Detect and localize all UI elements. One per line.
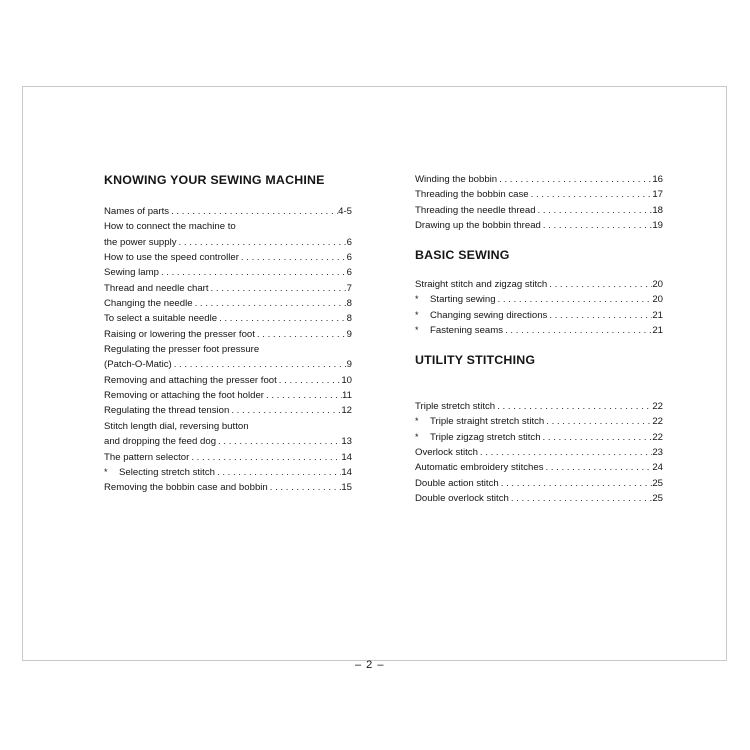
toc-entry [104, 265, 352, 280]
toc-entry-page: 11 [342, 390, 352, 402]
toc-entry [104, 327, 352, 342]
dot-leader [229, 403, 341, 418]
toc-entry [104, 403, 352, 418]
toc-entry-label [104, 465, 215, 480]
toc-entry-text: Regulating the thread tension [104, 405, 230, 417]
toc-entry-text: Thread and needle chart [104, 282, 209, 294]
toc-entry-page: 13 [341, 436, 352, 448]
dot-leader [547, 277, 652, 292]
toc-entry-label [415, 460, 544, 475]
toc-entry [415, 476, 663, 491]
toc-entry-page: 21 [652, 309, 663, 321]
toc-entry-label [104, 388, 264, 403]
toc-entry [415, 308, 663, 323]
dot-leader [215, 465, 341, 480]
toc-entry-label [104, 419, 249, 434]
dot-leader [169, 204, 338, 219]
dot-leader [547, 308, 652, 323]
toc-entry-page: 6 [346, 236, 352, 248]
toc-entry-label [104, 235, 177, 250]
toc-entry-page: 20 [652, 279, 663, 290]
toc-entry [104, 465, 352, 480]
dot-leader [499, 476, 653, 491]
dot-leader [209, 281, 347, 296]
dot-leader [495, 399, 652, 414]
dot-leader [177, 235, 347, 250]
toc-entry-text: Overlock stitch [415, 447, 478, 459]
toc-entry-label [415, 476, 499, 491]
toc-entry [415, 445, 663, 460]
dot-leader [509, 491, 652, 506]
toc-entry [415, 292, 663, 307]
toc-entry [104, 342, 352, 357]
bullet-icon: * [104, 466, 108, 477]
toc-entry [415, 277, 663, 292]
toc-entry-label [415, 292, 496, 307]
dot-leader [496, 292, 653, 307]
toc-entry-text: Stitch length dial, reversing button [104, 420, 249, 432]
toc-entry-text: Straight stitch and zigzag stitch [415, 279, 548, 290]
toc-entry-text: Triple straight stretch stitch [430, 416, 545, 428]
dot-leader [544, 460, 653, 475]
toc-entry [104, 373, 352, 388]
toc-entry-text: Raising or lowering the presser foot [104, 328, 255, 340]
toc-entry-label [415, 218, 541, 233]
dot-leader [277, 373, 342, 388]
toc-entry-text: Changing the needle [104, 298, 193, 310]
toc-entry-page: 22 [652, 401, 663, 412]
toc-list-knowing-your-machine [104, 204, 352, 496]
toc-entry-text: Regulating the presser foot pressure [104, 344, 260, 356]
toc-entry [104, 250, 352, 265]
toc-list-utility-stitching [415, 399, 663, 506]
toc-entry-label [104, 250, 239, 265]
toc-entry-page: 8 [346, 313, 352, 325]
dot-leader [189, 450, 341, 465]
toc-entry [104, 204, 352, 219]
toc-entry [415, 414, 663, 429]
toc-entry-label [104, 373, 277, 388]
toc-entry-page: 25 [652, 477, 663, 489]
toc-entry-text: Starting sewing [430, 294, 496, 306]
toc-entry-text: To select a suitable needle [104, 313, 218, 325]
dot-leader [541, 430, 653, 445]
toc-entry-text: Triple zigzag stretch stitch [430, 431, 541, 443]
manual-page [22, 86, 727, 671]
toc-entry-page: 24 [652, 462, 663, 474]
toc-entry [104, 388, 352, 403]
section-heading-knowing-your-sewing-machine: KNOWING YOUR SEWING MACHINE [104, 173, 325, 187]
toc-entry-page: 16 [652, 174, 663, 185]
toc-entry-text: Removing or attaching the foot holder [104, 390, 264, 402]
toc-list-bobbin-threading [415, 172, 663, 233]
toc-entry-page: 9 [346, 328, 352, 340]
toc-entry-label [415, 491, 509, 506]
dot-leader [217, 311, 347, 326]
toc-entry-page: 21 [652, 325, 663, 337]
toc-entry-label [104, 434, 216, 449]
toc-entry-text: Drawing up the bobbin thread [415, 220, 541, 232]
toc-entry-text: Double action stitch [415, 477, 499, 489]
toc-entry-text: Removing the bobbin case and bobbin [104, 482, 268, 494]
dot-leader [216, 434, 341, 449]
toc-entry-text: Sewing lamp [104, 267, 159, 279]
toc-entry-page: 8 [346, 298, 352, 310]
toc-entry-page: 12 [341, 405, 352, 417]
toc-entry-label [104, 296, 193, 311]
toc-entry-page: 23 [652, 447, 663, 459]
dot-leader [255, 327, 347, 342]
toc-entry [104, 311, 352, 326]
toc-entry [415, 430, 663, 445]
toc-list-basic-sewing [415, 277, 663, 338]
toc-entry-label [104, 327, 255, 342]
section-heading-utility-stitching: UTILITY STITCHING [415, 353, 536, 367]
toc-entry-page: 19 [652, 220, 663, 232]
toc-entry-label [415, 187, 529, 202]
toc-entry-page: 20 [652, 294, 663, 306]
bullet-icon: * [415, 431, 419, 442]
dot-leader [264, 388, 342, 403]
toc-entry [104, 296, 352, 311]
dot-leader [544, 414, 652, 429]
toc-entry-text: and dropping the feed dog [104, 436, 217, 448]
dot-leader [529, 187, 653, 202]
toc-entry-text: The pattern selector [104, 451, 190, 463]
toc-entry-label [415, 203, 536, 218]
toc-entry-page: 22 [652, 416, 663, 428]
toc-entry-text: Changing sewing directions [430, 309, 548, 321]
toc-entry-label [104, 480, 268, 495]
toc-entry [415, 187, 663, 202]
toc-entry-page: 18 [652, 204, 663, 216]
dot-leader [503, 323, 652, 338]
toc-entry-text: Removing and attaching the presser foot [104, 374, 277, 386]
toc-entry-text: Threading the needle thread [415, 204, 536, 216]
toc-entry [415, 172, 663, 187]
toc-entry-text: How to use the speed controller [104, 252, 239, 264]
toc-entry-page: 15 [341, 482, 352, 494]
toc-entry-label [415, 445, 478, 460]
bullet-icon: * [415, 416, 419, 427]
dot-leader [172, 357, 347, 372]
toc-entry-text: Triple stretch stitch [415, 401, 496, 412]
toc-entry-text: Threading the bobbin case [415, 189, 529, 201]
toc-entry-page: 25 [652, 493, 663, 505]
toc-entry-page: 7 [346, 282, 352, 294]
toc-entry-label [104, 342, 259, 357]
toc-entry-text: Selecting stretch stitch [119, 466, 215, 478]
toc-entry-label [415, 172, 497, 187]
toc-entry-page: 10 [341, 374, 352, 386]
toc-entry [104, 219, 352, 234]
toc-entry-label [415, 414, 544, 429]
dot-leader [268, 480, 342, 495]
toc-entry-page: 6 [346, 267, 352, 279]
toc-entry-label [415, 430, 541, 445]
toc-entry-page: 9 [346, 359, 352, 371]
toc-entry [415, 399, 663, 414]
toc-entry-page: 4-5 [338, 206, 352, 217]
dot-leader [497, 172, 652, 187]
toc-entry [104, 450, 352, 465]
toc-entry-label [104, 265, 159, 280]
toc-entry-label [415, 399, 495, 414]
toc-entry [104, 480, 352, 495]
toc-entry [415, 203, 663, 218]
toc-entry-text: the power supply [104, 236, 177, 248]
toc-entry [104, 419, 352, 434]
toc-entry-label [415, 323, 503, 338]
dot-leader [239, 250, 347, 265]
toc-entry-label [415, 277, 547, 292]
toc-entry [104, 281, 352, 296]
toc-entry-text: How to connect the machine to [104, 221, 236, 233]
dot-leader [193, 296, 347, 311]
toc-entry-text: (Patch-O-Matic) [104, 359, 172, 371]
toc-entry [104, 235, 352, 250]
dot-leader [541, 218, 652, 233]
toc-entry-text: Double overlock stitch [415, 493, 509, 505]
toc-entry-text: Winding the bobbin [415, 174, 498, 185]
toc-entry [104, 357, 352, 372]
toc-entry [415, 218, 663, 233]
bullet-icon: * [415, 325, 419, 336]
dot-leader [478, 445, 652, 460]
toc-entry [415, 491, 663, 506]
toc-entry-text: Names of parts [104, 206, 170, 217]
toc-entry-text: Fastening seams [430, 325, 504, 337]
bullet-icon: * [415, 309, 419, 320]
toc-entry-label [104, 281, 209, 296]
toc-entry [415, 460, 663, 475]
toc-entry [104, 434, 352, 449]
toc-entry-page: 14 [341, 451, 352, 463]
toc-entry-label [104, 450, 189, 465]
toc-entry-page: 22 [652, 431, 663, 443]
toc-entry [415, 323, 663, 338]
toc-entry-text: Automatic embroidery stitches [415, 462, 544, 474]
toc-entry-label [415, 308, 547, 323]
toc-entry-label [104, 403, 229, 418]
dot-leader [159, 265, 347, 280]
toc-entry-label [104, 204, 169, 219]
toc-entry-label [104, 311, 217, 326]
toc-entry-label [104, 357, 172, 372]
toc-entry-page: 14 [341, 466, 352, 478]
toc-entry-label [104, 219, 236, 234]
page-number: – 2 – [355, 659, 385, 671]
bullet-icon: * [415, 294, 419, 305]
section-heading-basic-sewing: BASIC SEWING [415, 248, 510, 262]
dot-leader [536, 203, 653, 218]
toc-entry-page: 17 [652, 189, 663, 201]
toc-entry-page: 6 [346, 252, 352, 264]
